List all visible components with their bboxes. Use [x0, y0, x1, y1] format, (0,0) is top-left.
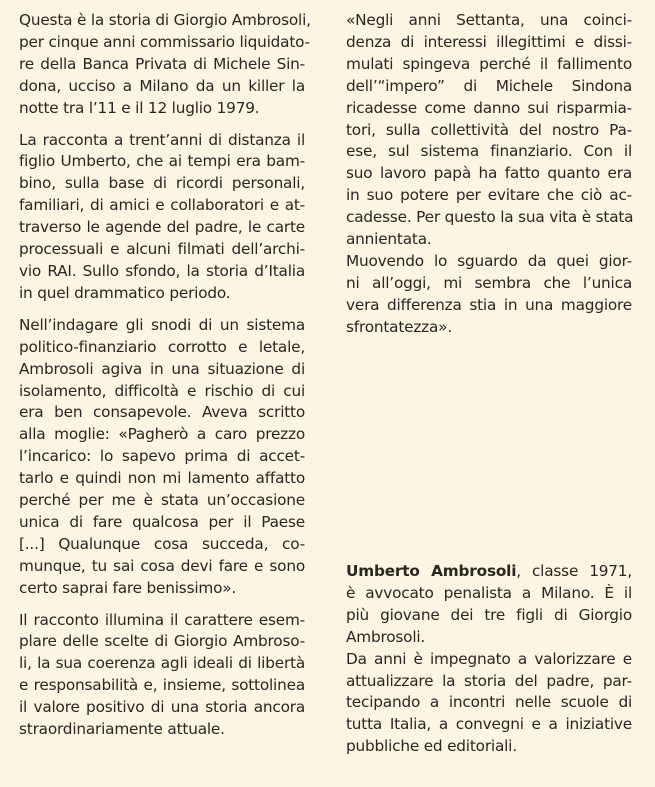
intro-paragraph [19, 10, 311, 120]
author-bio [346, 561, 632, 758]
text-line: tori, sulla collettività del nostro Pa- [346, 120, 632, 139]
text-line: re della Banca Privata di Michele Sin- [19, 54, 305, 73]
text-line: unica di fare qualcosa per il Paese [19, 512, 305, 531]
text-line: perché per me è stata un’occasione [19, 491, 305, 510]
text-line: isolamento, difficoltà e rischio di cui [19, 381, 305, 400]
text-line: annientata. [346, 230, 432, 249]
conclusion-paragraph [19, 610, 305, 741]
text-line: dona, ucciso a Milano da un killer la [19, 76, 305, 95]
text-line: sfrontatezza». [346, 317, 452, 336]
text-line: politico-finanziario corrotto e letale, [19, 337, 305, 356]
text-line: per cinque anni commissario liquidato- [19, 32, 310, 51]
left-column [19, 10, 311, 751]
text-line: ni all’oggi, mi sembra che l’unica [346, 273, 632, 292]
narration-paragraph [19, 130, 305, 305]
text-line: pubbliche ed editoriali. [346, 737, 517, 756]
text-line: in quel drammatico periodo. [19, 283, 231, 302]
text-line: notte tra l’11 e il 12 luglio 1979. [19, 98, 260, 117]
text-line: vio RAI. Sullo sfondo, la storia d’Italia [19, 261, 305, 280]
text-line: e responsabilità e, insieme, sottolinea [19, 676, 305, 695]
quote-paragraph [346, 10, 632, 339]
text-line: traverso le agende del padre, le carte [19, 218, 305, 237]
text-line: li, la sua coerenza agli ideali di libertà [19, 654, 305, 673]
text-line: Muovendo lo sguardo da quei gior- [346, 251, 632, 270]
text-line: tecipando a incontri nelle scuole di [346, 693, 632, 712]
text-line: Da anni è impegnato a valorizzare e [346, 649, 632, 668]
text-line: Questa è la storia di Giorgio Ambrosoli, [19, 11, 311, 29]
text-line: plare delle scelte di Giorgio Ambroso- [19, 632, 305, 651]
text-line: era ben consapevole. Aveva scritto [19, 403, 305, 422]
author-name: Umberto Ambrosoli [346, 562, 517, 580]
text-line [346, 561, 632, 583]
text-line: alla moglie: «Pagherò a caro prezzo [19, 425, 305, 444]
text-line: straordinariamente attuale. [19, 720, 225, 739]
text-line: familiari, di amici e collaboratori e at- [19, 196, 305, 215]
bio-paragraph [346, 561, 632, 758]
text-line: figlio Umberto, che ai tempi era bam- [19, 152, 305, 171]
text-line: attualizzare la storia del padre, par- [346, 671, 632, 690]
investigation-paragraph [19, 315, 305, 600]
author-quote [346, 10, 632, 339]
text-line: è avvocato penalista a Milano. È il [346, 583, 632, 602]
text-line: La racconta a trent’anni di distanza il [19, 130, 305, 149]
text-line: l’incarico: lo sapevo prima di accet- [19, 447, 305, 466]
text-line: più giovane dei tre figli di Giorgio [346, 605, 632, 624]
text-line: in suo potere per evitare che ciò ac- [346, 186, 632, 205]
text-line: bino, sulla base di ricordi personali, [19, 174, 305, 193]
text-line: tarlo e quindi non mi lamento affatto [19, 469, 305, 488]
text-line: dell’“impero” di Michele Sindona [346, 76, 632, 95]
text-line: munque, tu sai cosa devi fare e sono [19, 556, 305, 575]
text-line: denza di interessi illegittimi e dissi- [346, 32, 632, 51]
text-line: suo lavoro papà ha fatto quanto era [346, 164, 632, 183]
text-line: ese, sul sistema finanziario. Con il [346, 142, 632, 161]
author-birth-year: , classe 1971, [516, 562, 632, 580]
text-line: Il racconto illumina il carattere esem- [19, 610, 305, 629]
text-line: Ambrosoli agiva in una situazione di [19, 359, 305, 378]
text-line: [...] Qualunque cosa succeda, co- [19, 534, 305, 553]
text-line: Ambrosoli. [346, 627, 426, 646]
text-line: vera differenza stia in una maggiore [346, 295, 632, 314]
text-line: Nell’indagare gli snodi di un sistema [19, 315, 305, 334]
text-line: mulati spingeva perché il fallimento [346, 54, 632, 73]
text-line: cadesse. Per questo la sua vita è stata [346, 208, 634, 227]
text-line: ricadesse come danno sui risparmia- [346, 98, 632, 117]
text-line: tutta Italia, a convegni e a iniziative [346, 715, 632, 734]
text-line: processuali e alcuni filmati dell’archi- [19, 240, 305, 259]
text-line: «Negli anni Settanta, una coinci- [346, 11, 632, 29]
text-line: certo saprai fare benissimo». [19, 578, 237, 597]
text-line: il valore positivo di una storia ancora [19, 698, 305, 717]
